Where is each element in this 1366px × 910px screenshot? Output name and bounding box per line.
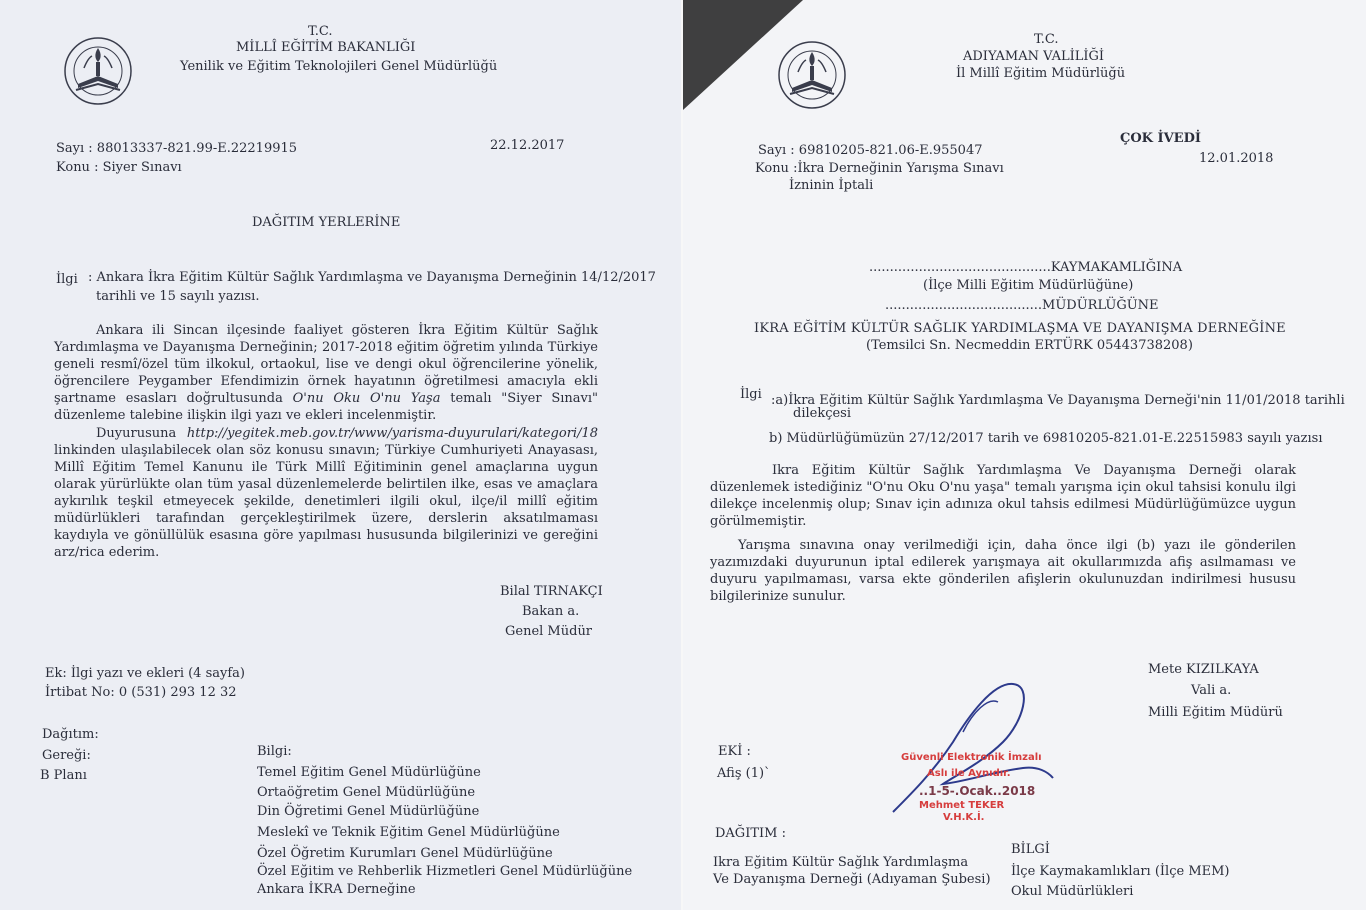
stamp-line: Aslı ile Aynıdır.: [927, 768, 1011, 779]
body-paragraph-2: Duyurusuna http://yegitek.meb.gov.tr/www/yarisma-duyurulari/kategori/18 linkinden ulaşılabilecek olan söz konusu sınavın; Türkiye Cumhuriyeti Anayasası, Millî Eğitim Temel Kanunu ile Türk Millî Eğitiminin genel amaçlarına uygun olarak yürürlükte olan tüm yasal düzenlemelerde belirtilen ilke, esas ve amaçlara aykırılık teşkil etmeyecek şekilde, denetimleri ilgili okul, ilçe/il millî eğitim müdürlükleri tarafından gerçekleştirilmek üzere, derslerin aksatılmaması kaydıyla ve gönüllülük esasına göre yapılması hususunda bilgilerinizi ve gereğini arz/rica ederim.: [54, 426, 598, 560]
stamp-line: V.H.K.İ.: [943, 812, 985, 823]
signer-name: Mete KIZILKAYA: [1148, 662, 1259, 677]
address-line-2: (İlçe Milli Eğitim Müdürlüğüne): [923, 278, 1134, 293]
info-item: İlçe Kaymakamlıkları (İlçe MEM): [1011, 864, 1230, 879]
address-line-4: IKRA EĞİTİM KÜLTÜR SAĞLIK YARDIMLAŞMA VE DAYANIŞMA DERNEĞİNE: [754, 321, 1286, 336]
info-item: Okul Müdürlükleri: [1011, 884, 1134, 899]
attachment-item: Afiş (1)`: [717, 766, 771, 781]
header-unit: İl Millî Eğitim Müdürlüğü: [956, 66, 1126, 81]
address-line-1: ............................................KAYMAKAMLIĞINA: [869, 260, 1183, 275]
header-ministry: MİLLÎ EĞİTİM BAKANLIĞI: [236, 40, 416, 55]
distribution-label: Dağıtım:: [42, 727, 99, 742]
ilgi-b-line: b) Müdürlüğümüzün 27/12/2017 tarih ve 69810205-821.01-E.22515983 sayılı yazısı: [769, 431, 1323, 446]
ilgi-a-line-1: :a)İkra Eğitim Kültür Sağlık Yardımlaşma Ve Dayanışma Derneği'nin 11/01/2018 tarihli: [771, 393, 1345, 408]
info-item: Ankara İKRA Derneğine: [257, 882, 416, 897]
header-tc: T.C.: [308, 24, 333, 39]
recipient-heading: DAĞITIM YERLERİNE: [252, 215, 401, 230]
right-letter: [683, 0, 1366, 910]
signer-role-1: Vali a.: [1191, 683, 1232, 698]
action-label: Gereği:: [42, 748, 91, 763]
signer-role-2: Genel Müdür: [505, 624, 593, 639]
ilgi-label: İlgi: [56, 272, 78, 287]
info-item: Özel Öğretim Kurumları Genel Müdürlüğüne: [257, 846, 553, 861]
signer-role-1: Bakan a.: [522, 604, 580, 619]
stamp-line: Güvenli Elektronik İmzalı: [901, 752, 1042, 763]
header-tc: T.C.: [1034, 32, 1059, 47]
ilgi-a-line-2: dilekçesi: [793, 406, 852, 421]
header-unit: Yenilik ve Eğitim Teknolojileri Genel Müdürlüğü: [180, 59, 498, 74]
address-line-5: (Temsilci Sn. Necmeddin ERTÜRK 05443738208): [866, 338, 1193, 353]
ministry-seal-icon: [62, 28, 134, 114]
stamp-line: ..1-5-.Ocak..2018: [919, 784, 1036, 798]
body-paragraph-2: Yarışma sınavına onay verilmediği için, daha önce ilgi (b) yazı ile gönderilen yazımızdaki duyurunun iptal edilerek yarışmaya ait okullarımızda afiş asılmaması ve duyuru yapılmaması, varsa ekte gönderilen afişlerin okulunuzdan indirilmesi hususu bilgilerinize sunulur.: [710, 538, 1296, 604]
info-item: Özel Eğitim ve Rehberlik Hizmetleri Genel Müdürlüğüne: [257, 864, 633, 879]
stamp-line: Mehmet TEKER: [919, 800, 1005, 811]
info-item: Ortaöğretim Genel Müdürlüğüne: [257, 785, 476, 800]
info-item: Meslekî ve Teknik Eğitim Genel Müdürlüğüne: [257, 825, 560, 840]
distribution-item-2: Ve Dayanışma Derneği (Adıyaman Şubesi): [713, 872, 991, 887]
distribution-item-1: Ikra Eğitim Kültür Sağlık Yardımlaşma: [713, 855, 969, 870]
ilgi-label: İlgi: [740, 387, 762, 402]
signer-role-2: Milli Eğitim Müdürü: [1148, 705, 1283, 720]
urgency-label: ÇOK İVEDİ: [1120, 131, 1201, 146]
address-line-3: ......................................MÜDÜRLÜĞÜNE: [885, 298, 1159, 313]
contact-line: İrtibat No: 0 (531) 293 12 32: [45, 685, 237, 700]
ilgi-line-1: : Ankara İkra Eğitim Kültür Sağlık Yardımlaşma ve Dayanışma Derneğinin 14/12/2017: [88, 270, 656, 285]
b-plan-label: B Planı: [40, 768, 87, 783]
signer-name: Bilal TIRNAKÇI: [500, 584, 603, 599]
attachment-label: EKİ :: [718, 744, 751, 759]
info-item: Temel Eğitim Genel Müdürlüğüne: [257, 765, 481, 780]
announcement-link[interactable]: http://yegitek.meb.gov.tr/www/yarisma-duyurulari/kategori/18: [186, 426, 598, 441]
letter-date: 12.01.2018: [1199, 151, 1274, 166]
ministry-seal-icon: [776, 32, 848, 118]
attachment-line: Ek: İlgi yazı ve ekleri (4 sayfa): [45, 666, 245, 681]
ilgi-line-2: tarihli ve 15 sayılı yazısı.: [96, 289, 260, 304]
header-governorship: ADIYAMAN VALİLİĞİ: [963, 49, 1105, 64]
konu-line-2: İzninin İptali: [789, 178, 874, 193]
distribution-label: DAĞITIM :: [715, 826, 786, 841]
sayi-line: Sayı : 88013337-821.99-E.22219915: [56, 141, 298, 156]
info-item: Din Öğretimi Genel Müdürlüğüne: [257, 804, 480, 819]
info-label: Bilgi:: [257, 744, 292, 759]
sayi-line: Sayı : 69810205-821.06-E.955047: [758, 143, 983, 158]
letter-date: 22.12.2017: [490, 138, 565, 153]
body-paragraph-1: Ankara ili Sincan ilçesinde faaliyet gösteren İkra Eğitim Kültür Sağlık Yardımlaşma ve Dayanışma Derneğinin; 2017-2018 eğitim öğretim yılında Türkiye geneli resmî/özel tüm ilkokul, ortaokul, lise ve dengi okul öğrencilerine yönelik, öğrencilere Peygamber Efendimizin örnek hayatının öğretilmesi amacıyla ekli şartname esasları doğrultusunda O'nu Oku O'nu Yaşa temalı "Siyer Sınavı" düzenleme talebine ilişkin ilgi yazı ve ekleri incelenmiştir.: [54, 323, 598, 423]
konu-line: Konu : Siyer Sınavı: [56, 160, 182, 175]
body-paragraph-1: Ikra Eğitim Kültür Sağlık Yardımlaşma Ve Dayanışma Derneği olarak düzenlemek istediğiniz "O'nu Oku O'nu yaşa" temalı yarışma için okul tahsisi konulu ilgi dilekçe incelenmiş olup; Sınav için adınıza okul tahsis edilmesi Müdürlüğümüzce uygun görülmemiştir.: [710, 463, 1296, 529]
info-label: BİLGİ: [1011, 842, 1050, 857]
konu-line-1: Konu :İkra Derneğinin Yarışma Sınavı: [755, 161, 1004, 176]
